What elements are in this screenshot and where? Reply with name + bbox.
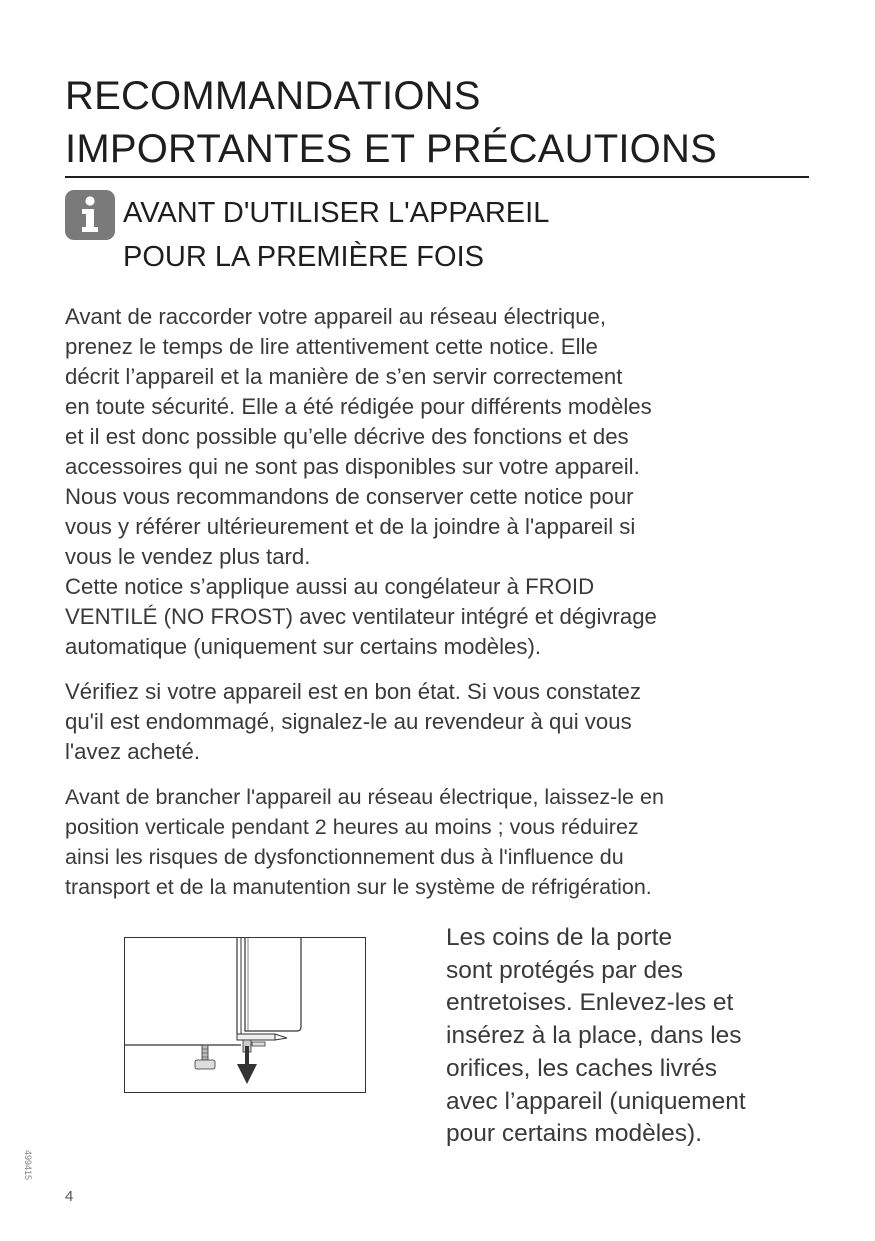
page-title-line-1: RECOMMANDATIONS [65, 74, 481, 118]
text-line: ainsi les risques de dysfonctionnement dus à l'influence du [65, 845, 624, 869]
info-icon [65, 190, 115, 240]
text-line: VENTILÉ (NO FROST) avec ventilateur intégré et dégivrage [65, 604, 657, 629]
text-line: vous le vendez plus tard. [65, 544, 311, 569]
text-line: en toute sécurité. Elle a été rédigée pour différents modèles [65, 394, 652, 419]
paragraph-before-connecting [65, 302, 815, 662]
text-line: Cette notice s’applique aussi au congélateur à FROID [65, 574, 595, 599]
document-code: 499415 [23, 1150, 33, 1181]
text-line: sont protégés par des [446, 956, 683, 984]
text-line: entretoises. Enlevez-les et [446, 989, 734, 1017]
text-line: prenez le temps de lire attentivement cette notice. Elle [65, 334, 598, 359]
section-heading-line-1: AVANT D'UTILISER L'APPAREIL [123, 197, 550, 229]
text-line: Avant de brancher l'appareil au réseau électrique, laissez-le en [65, 785, 664, 809]
text-line: insérez à la place, dans les [446, 1022, 742, 1050]
text-line: et il est donc possible qu’elle décrive des fonctions et des [65, 424, 629, 449]
text-line: Avant de raccorder votre appareil au réseau électrique, [65, 304, 607, 329]
figure-caption [446, 922, 826, 1151]
text-line: l'avez acheté. [65, 739, 200, 764]
text-line: Nous vous recommandons de conserver cette notice pour [65, 484, 634, 509]
paragraph-check-condition [65, 677, 815, 767]
text-line: accessoires qui ne sont pas disponibles sur votre appareil. [65, 454, 640, 479]
page-title [65, 70, 809, 178]
section-heading-line-2: POUR LA PREMIÈRE FOIS [123, 241, 484, 273]
text-line: position verticale pendant 2 heures au moins ; vous réduirez [65, 815, 639, 839]
text-line: avec l’appareil (uniquement [446, 1087, 746, 1115]
text-line: vous y référer ultérieurement et de la joindre à l'appareil si [65, 514, 636, 539]
page-number: 4 [65, 1188, 74, 1205]
section-heading [123, 191, 763, 279]
text-line: Les coins de la porte [446, 924, 673, 951]
text-line: automatique (uniquement sur certains modèles). [65, 634, 542, 659]
text-line: qu'il est endommagé, signalez-le au revendeur à qui vous [65, 709, 632, 734]
paragraph-vertical-position [65, 782, 815, 902]
text-line: décrit l’appareil et la manière de s’en servir correctement [65, 364, 623, 389]
text-line: pour certains modèles). [446, 1120, 703, 1148]
page-title-line-2: IMPORTANTES ET PRÉCAUTIONS [65, 127, 717, 171]
text-line: orifices, les caches livrés [446, 1054, 717, 1082]
door-corner-illustration [124, 937, 366, 1093]
text-line: transport et de la manutention sur le système de réfrigération. [65, 875, 652, 899]
text-line: Vérifiez si votre appareil est en bon état. Si vous constatez [65, 679, 641, 704]
